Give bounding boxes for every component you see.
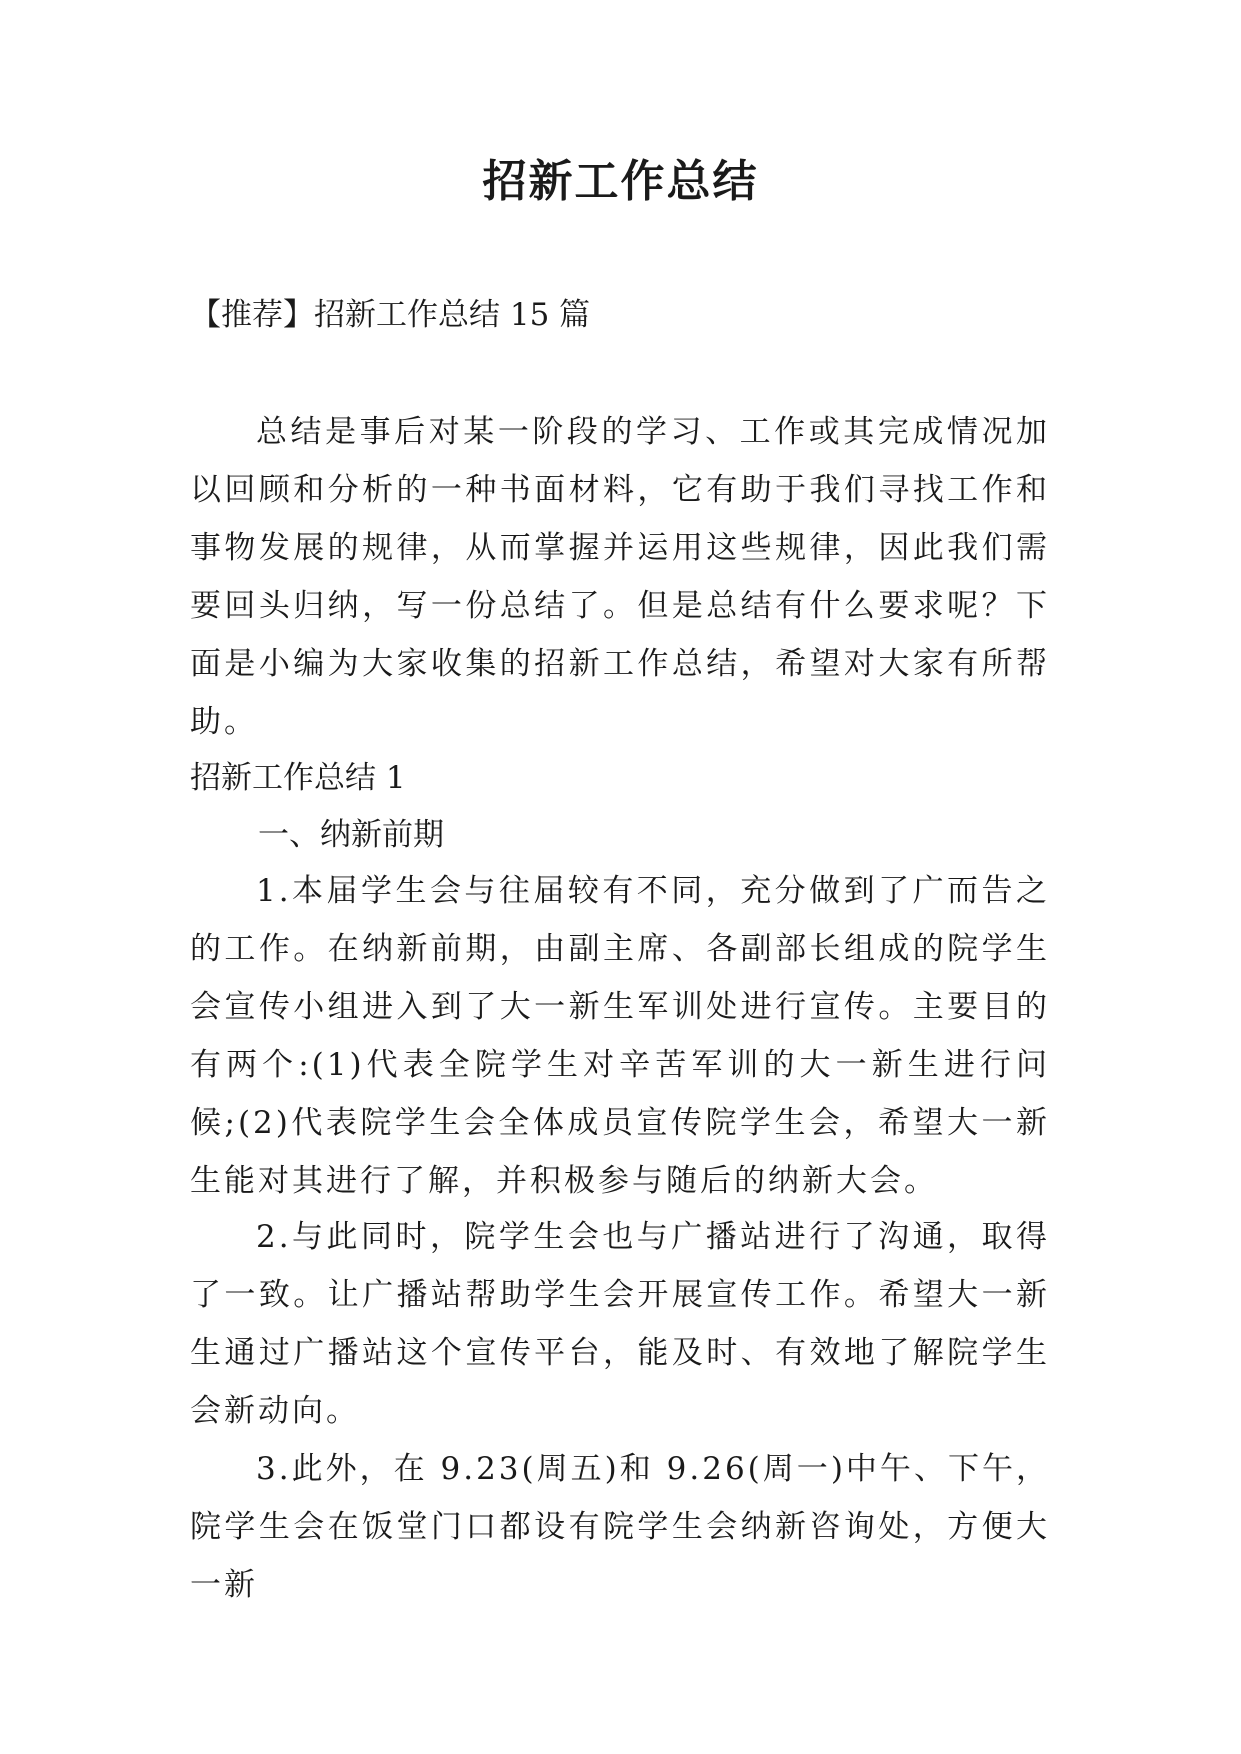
- paragraph-3: 3.此外，在 9.23(周五)和 9.26(周一)中午、下午，院学生会在饭堂门口都设有院学生会纳新咨询处，方便大一新: [190, 1451, 1050, 1603]
- intro-paragraph: 总结是事后对某一阶段的学习、工作或其完成情况加以回顾和分析的一种书面材料，它有助于我们寻找工作和事物发展的规律，从而掌握并运用这些规律，因此我们需要回头归纳，写一份总结了。但是总结有什么要求呢？下面是小编为大家收集的招新工作总结，希望对大家有所帮助。: [190, 414, 1050, 740]
- section-heading: 招新工作总结 1: [190, 760, 406, 796]
- subheading: 一、纳新前期: [258, 817, 444, 853]
- paragraph-1: 1.本届学生会与往届较有不同，充分做到了广而告之的工作。在纳新前期，由副主席、各副部长组成的院学生会宣传小组进入到了大一新生军训处进行宣传。主要目的有两个:(1)代表全院学生对辛苦军训的大一新生进行问候;(2)代表院学生会全体成员宣传院学生会，希望大一新生能对其进行了解，并积极参与随后的纳新大会。: [190, 873, 1050, 1199]
- paragraph-2: 2.与此同时，院学生会也与广播站进行了沟通，取得了一致。让广播站帮助学生会开展宣传工作。希望大一新生通过广播站这个宣传平台，能及时、有效地了解院学生会新动向。: [190, 1219, 1050, 1429]
- document-subtitle: 【推荐】招新工作总结 15 篇: [190, 297, 591, 333]
- document-title: 招新工作总结: [482, 156, 759, 207]
